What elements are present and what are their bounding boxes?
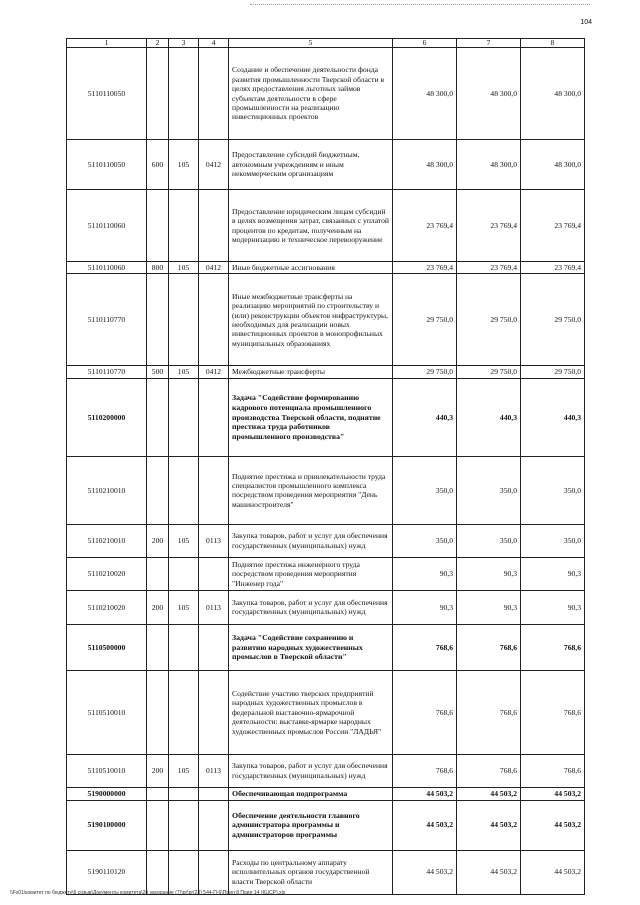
amount-year3-cell: 44 503,2 [521, 850, 585, 894]
amount-year3-cell: 44 503,2 [521, 787, 585, 800]
header-cell: 5 [229, 39, 393, 48]
amount-year3-cell: 48 300,0 [521, 140, 585, 190]
item-name-cell: Задача "Содействие сохранению и развитию народных художественных промыслов в Тверской области" [229, 624, 393, 670]
budget-code-cell: 5190100000 [67, 800, 147, 850]
expense-type-cell: 600 [147, 140, 169, 190]
header-cell: 2 [147, 39, 169, 48]
expense-type-cell [147, 274, 169, 366]
item-name-cell: Поднятие престижа инженерного труда посредством проведения мероприятия "Инженер года" [229, 557, 393, 590]
subsection-cell: 0412 [199, 366, 229, 378]
amount-year1-cell: 44 503,2 [393, 800, 457, 850]
budget-code-cell: 5110500000 [67, 624, 147, 670]
header-cell: 6 [393, 39, 457, 48]
amount-year1-cell: 29 750,0 [393, 274, 457, 366]
section-cell [169, 378, 199, 456]
subsection-cell [199, 274, 229, 366]
table-row [67, 590, 585, 624]
table-row [67, 262, 585, 274]
amount-year3-cell: 23 769,4 [521, 190, 585, 262]
item-name-cell: Предоставление юридическим лицам субсидий в целях возмещения затрат, связанных с уплатой процентов по кредитам, полученным на модернизацию и техническое перевооружение [229, 190, 393, 262]
table-row [67, 524, 585, 557]
amount-year2-cell: 44 503,2 [457, 787, 521, 800]
expense-type-cell: 800 [147, 262, 169, 274]
amount-year2-cell: 44 503,2 [457, 850, 521, 894]
subsection-cell: 0113 [199, 524, 229, 557]
subsection-cell: 0113 [199, 754, 229, 787]
item-name-cell: Закупка товаров, работ и услуг для обеспечения государственных (муниципальных) нужд [229, 754, 393, 787]
section-cell [169, 190, 199, 262]
amount-year1-cell: 440,3 [393, 378, 457, 456]
amount-year1-cell: 44 503,2 [393, 850, 457, 894]
amount-year2-cell: 29 750,0 [457, 366, 521, 378]
item-name-cell: Предоставление субсидий бюджетным, автономным учреждениям и иным некоммерческим организациям [229, 140, 393, 190]
table-row [67, 190, 585, 262]
expense-type-cell [147, 456, 169, 524]
budget-code-cell: 5110510010 [67, 754, 147, 787]
amount-year2-cell: 48 300,0 [457, 140, 521, 190]
table-row [67, 850, 585, 894]
item-name-cell: Содействие участию тверских предприятий народных художественных промыслов в федеральной выставочно-ярмарочной деятельности: выставке-ярмарке народных художественных промыслов России "ЛАДЬЯ" [229, 670, 393, 754]
table-row [67, 456, 585, 524]
section-cell [169, 48, 199, 140]
item-name-cell: Иные бюджетные ассигнования [229, 262, 393, 274]
budget-code-cell: 5110110060 [67, 262, 147, 274]
section-cell [169, 456, 199, 524]
budget-code-cell: 5110110770 [67, 274, 147, 366]
amount-year3-cell: 768,6 [521, 670, 585, 754]
item-name-cell: Закупка товаров, работ и услуг для обеспечения государственных (муниципальных) нужд [229, 590, 393, 624]
table-row [67, 800, 585, 850]
budget-code-cell: 5110210020 [67, 590, 147, 624]
amount-year3-cell: 29 750,0 [521, 274, 585, 366]
section-cell [169, 557, 199, 590]
expense-type-cell [147, 557, 169, 590]
expense-type-cell [147, 850, 169, 894]
amount-year2-cell: 768,6 [457, 670, 521, 754]
amount-year1-cell: 350,0 [393, 524, 457, 557]
budget-code-cell: 5110110770 [67, 366, 147, 378]
item-name-cell: Иные межбюджетные трансферты на реализацию мероприятий по строительству и (или) реконструкции объектов инфраструктуры, необходимых для реализации новых инвестиционных проектов в монопрофильных муниципальных образованиях [229, 274, 393, 366]
item-name-cell: Поднятие престижа и привлекательности труда специалистов промышленного комплекса посредством проведения мероприятия "День машиностроителя" [229, 456, 393, 524]
expense-type-cell: 200 [147, 524, 169, 557]
amount-year2-cell: 29 750,0 [457, 274, 521, 366]
amount-year1-cell: 768,6 [393, 754, 457, 787]
item-name-cell: Расходы по центральному аппарату исполнительных органов государственной власти Тверской области [229, 850, 393, 894]
section-cell: 105 [169, 262, 199, 274]
expense-type-cell: 500 [147, 366, 169, 378]
amount-year2-cell: 90,3 [457, 590, 521, 624]
subsection-cell [199, 48, 229, 140]
expense-type-cell [147, 800, 169, 850]
table-row [67, 624, 585, 670]
table-row [67, 754, 585, 787]
budget-code-cell: 5110210020 [67, 557, 147, 590]
amount-year1-cell: 29 750,0 [393, 366, 457, 378]
amount-year3-cell: 29 750,0 [521, 366, 585, 378]
subsection-cell: 0412 [199, 262, 229, 274]
section-cell: 105 [169, 590, 199, 624]
expense-type-cell [147, 624, 169, 670]
expense-type-cell [147, 670, 169, 754]
item-name-cell: Создание и обеспечение деятельности фонда развития промышленности Тверской области в целях предоставления льготных займов субъектам деятельности в сфере промышленности на реализацию инвестиционных проектов [229, 48, 393, 140]
section-cell [169, 670, 199, 754]
budget-code-cell: 5110210010 [67, 524, 147, 557]
budget-table [66, 38, 585, 895]
budget-code-cell: 5110110050 [67, 140, 147, 190]
amount-year2-cell: 768,6 [457, 754, 521, 787]
amount-year3-cell: 768,6 [521, 624, 585, 670]
table-row [67, 48, 585, 140]
amount-year2-cell: 350,0 [457, 456, 521, 524]
amount-year3-cell: 350,0 [521, 524, 585, 557]
amount-year1-cell: 23 769,4 [393, 262, 457, 274]
subsection-cell [199, 557, 229, 590]
section-cell: 105 [169, 524, 199, 557]
table-row [67, 557, 585, 590]
subsection-cell [199, 624, 229, 670]
subsection-cell [199, 670, 229, 754]
expense-type-cell [147, 48, 169, 140]
budget-code-cell: 5110110050 [67, 48, 147, 140]
budget-code-cell: 5110510010 [67, 670, 147, 754]
budget-code-cell: 5110110060 [67, 190, 147, 262]
subsection-cell: 0412 [199, 140, 229, 190]
amount-year1-cell: 23 769,4 [393, 190, 457, 262]
subsection-cell [199, 800, 229, 850]
header-cell: 4 [199, 39, 229, 48]
section-cell: 105 [169, 140, 199, 190]
amount-year2-cell: 90,3 [457, 557, 521, 590]
amount-year3-cell: 48 300,0 [521, 48, 585, 140]
header-cell: 8 [521, 39, 585, 48]
section-cell [169, 624, 199, 670]
amount-year3-cell: 90,3 [521, 557, 585, 590]
amount-year1-cell: 768,6 [393, 670, 457, 754]
section-cell [169, 787, 199, 800]
table-row [67, 140, 585, 190]
amount-year2-cell: 350,0 [457, 524, 521, 557]
amount-year1-cell: 90,3 [393, 557, 457, 590]
budget-code-cell: 5190000000 [67, 787, 147, 800]
section-cell: 105 [169, 366, 199, 378]
amount-year2-cell: 44 503,2 [457, 800, 521, 850]
amount-year3-cell: 768,6 [521, 754, 585, 787]
section-cell: 105 [169, 754, 199, 787]
amount-year1-cell: 48 300,0 [393, 140, 457, 190]
section-cell [169, 800, 199, 850]
item-name-cell: Межбюджетные трансферты [229, 366, 393, 378]
amount-year2-cell: 768,6 [457, 624, 521, 670]
subsection-cell [199, 378, 229, 456]
subsection-cell [199, 850, 229, 894]
amount-year1-cell: 350,0 [393, 456, 457, 524]
amount-year3-cell: 440,3 [521, 378, 585, 456]
item-name-cell: Обеспечивающая подпрограмма [229, 787, 393, 800]
subsection-cell [199, 787, 229, 800]
expense-type-cell [147, 190, 169, 262]
header-cell: 3 [169, 39, 199, 48]
item-name-cell: Обеспечение деятельности главного администратора программы и администраторов программы [229, 800, 393, 850]
amount-year3-cell: 350,0 [521, 456, 585, 524]
amount-year2-cell: 48 300,0 [457, 48, 521, 140]
budget-code-cell: 5190110120 [67, 850, 147, 894]
table-row [67, 670, 585, 754]
table-row [67, 366, 585, 378]
table-row [67, 787, 585, 800]
amount-year2-cell: 440,3 [457, 378, 521, 456]
table-row [67, 274, 585, 366]
budget-code-cell: 5110210010 [67, 456, 147, 524]
expense-type-cell [147, 787, 169, 800]
amount-year1-cell: 768,6 [393, 624, 457, 670]
amount-year3-cell: 44 503,2 [521, 800, 585, 850]
amount-year1-cell: 48 300,0 [393, 48, 457, 140]
expense-type-cell: 200 [147, 754, 169, 787]
section-cell [169, 274, 199, 366]
item-name-cell: Задача "Содействие формированию кадрового потенциала промышленного производства Тверской области, поднятие престижа труда работников промышленного производства" [229, 378, 393, 456]
amount-year3-cell: 90,3 [521, 590, 585, 624]
header-cell: 1 [67, 39, 147, 48]
page-number: 104 [580, 19, 592, 26]
amount-year1-cell: 90,3 [393, 590, 457, 624]
subsection-cell [199, 190, 229, 262]
header-cell: 7 [457, 39, 521, 48]
amount-year2-cell: 23 769,4 [457, 190, 521, 262]
expense-type-cell: 200 [147, 590, 169, 624]
subsection-cell [199, 456, 229, 524]
amount-year3-cell: 23 769,4 [521, 262, 585, 274]
expense-type-cell [147, 378, 169, 456]
amount-year2-cell: 23 769,4 [457, 262, 521, 274]
item-name-cell: Закупка товаров, работ и услуг для обеспечения государственных (муниципальных) нужд [229, 524, 393, 557]
section-cell [169, 850, 199, 894]
table-row [67, 378, 585, 456]
subsection-cell: 0113 [199, 590, 229, 624]
table-header-row [67, 39, 585, 48]
scan-artifact-line [250, 4, 590, 5]
footer-file-path: \\Fs01\комитет по бюджету\6 созыв\Документы комитета\28 заседание (7)\pr\pr(28) 544-П-6\Прил 8 Прил 14 (КЦСР).xls [10, 890, 286, 896]
amount-year1-cell: 44 503,2 [393, 787, 457, 800]
budget-code-cell: 5110200000 [67, 378, 147, 456]
